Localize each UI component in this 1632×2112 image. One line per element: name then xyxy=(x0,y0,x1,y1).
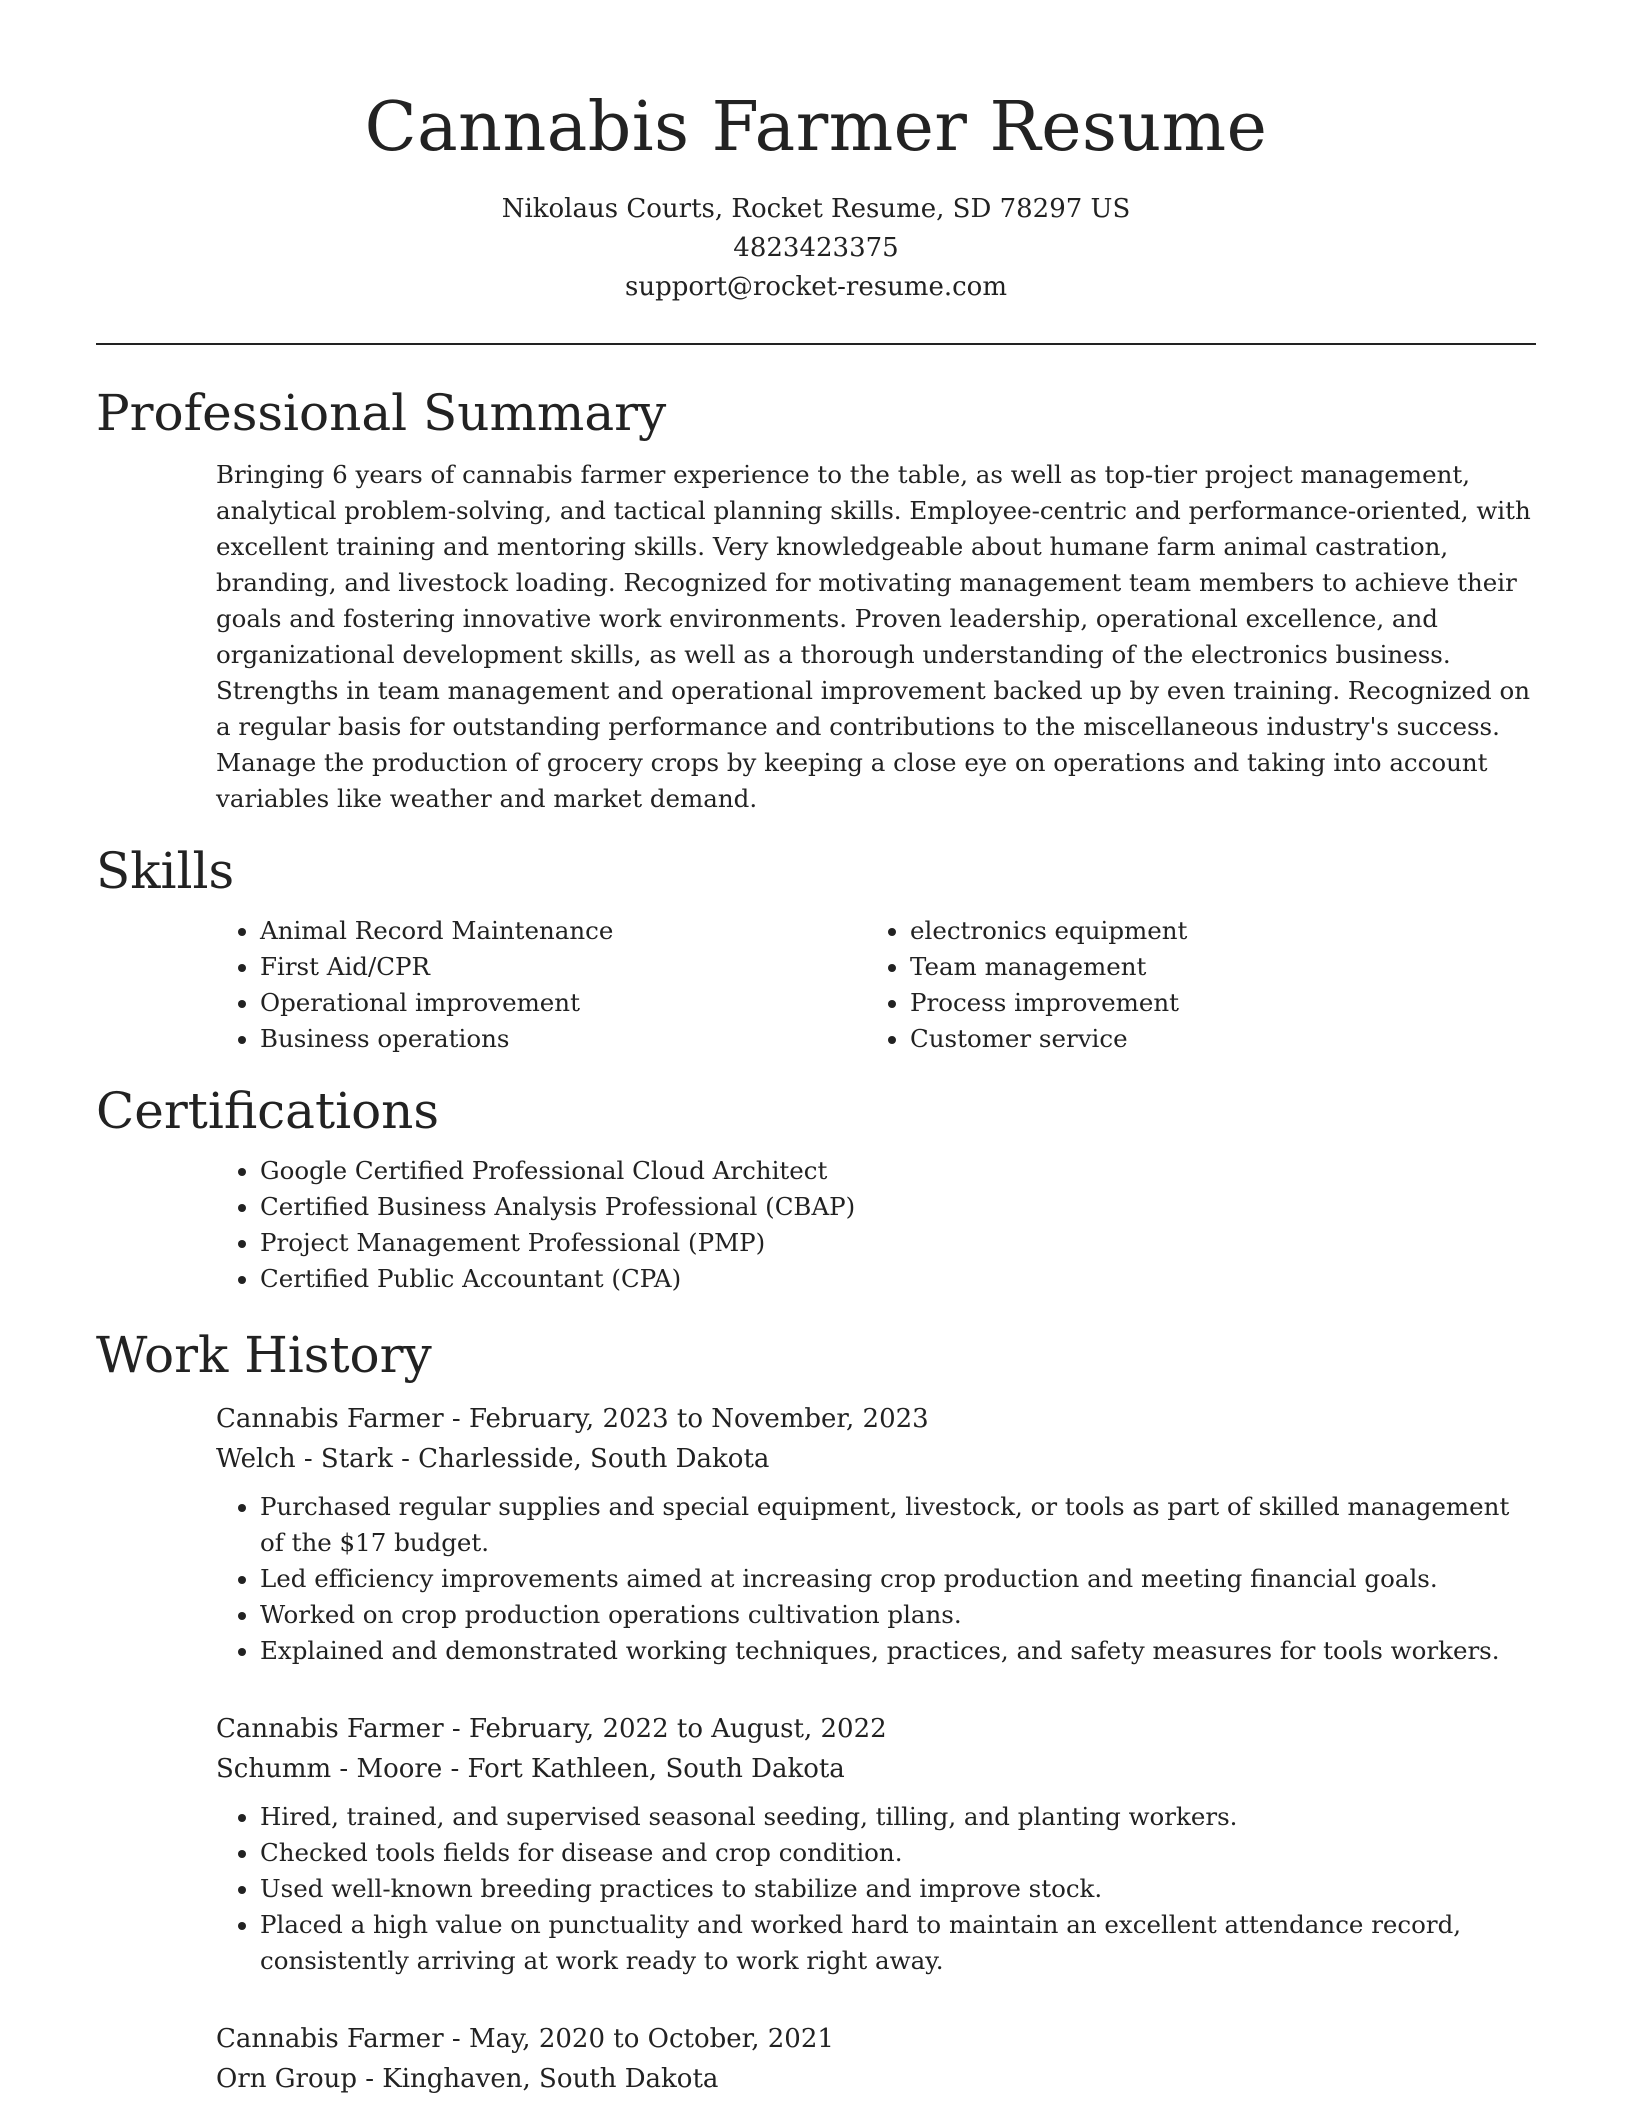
header-divider xyxy=(96,343,1536,345)
job-entry xyxy=(216,2019,1536,2099)
job-bullet: • Used well-known breeding practices to stabilize and improve stock. xyxy=(260,1871,1536,1907)
job-entry xyxy=(216,1399,1536,1669)
skill-item: • Customer service xyxy=(910,1021,1516,1057)
contact-address: Nikolaus Courts, Rocket Resume, SD 78297 US xyxy=(501,194,1131,224)
job-title-line: Cannabis Farmer - May, 2020 to October, 2021 xyxy=(216,2024,834,2054)
contact-phone: 4823423375 xyxy=(733,233,899,263)
skills-heading: Skills xyxy=(96,842,235,900)
skills-list-left xyxy=(216,913,866,1057)
certification-item: • Certified Public Accountant (CPA) xyxy=(260,1261,1536,1297)
contact-block xyxy=(0,190,1632,307)
certifications-heading: Certifications xyxy=(96,1082,440,1140)
job-company-line: Orn Group - Kinghaven, South Dakota xyxy=(216,2064,719,2094)
job-bullets xyxy=(216,1489,1536,1669)
job-bullet: • Led efficiency improvements aimed at increasing crop production and meeting financial goals. xyxy=(260,1561,1536,1597)
skill-item: • Animal Record Maintenance xyxy=(260,913,866,949)
skill-item: • Operational improvement xyxy=(260,985,866,1021)
skills-section xyxy=(96,841,1536,1057)
summary-heading: Professional Summary xyxy=(96,384,667,442)
skill-item: • Business operations xyxy=(260,1021,866,1057)
job-title-line: Cannabis Farmer - February, 2023 to November, 2023 xyxy=(216,1404,929,1434)
job-bullet: • Checked tools fields for disease and crop condition. xyxy=(260,1835,1536,1871)
job-entry xyxy=(216,1709,1536,1979)
skill-item: • Team management xyxy=(910,949,1516,985)
job-bullet: • Placed a high value on punctuality and worked hard to maintain an excellent attendance record, consistently arriving at work ready to work right away. xyxy=(260,1907,1536,1979)
skill-item: • Process improvement xyxy=(910,985,1516,1021)
work-history-heading: Work History xyxy=(96,1326,432,1384)
job-title-line: Cannabis Farmer - February, 2022 to August, 2022 xyxy=(216,1714,887,1744)
job-company-line: Welch - Stark - Charlesside, South Dakota xyxy=(216,1444,770,1474)
skill-item: • electronics equipment xyxy=(910,913,1516,949)
certifications-section xyxy=(96,1081,1536,1297)
job-bullet: • Purchased regular supplies and special equipment, livestock, or tools as part of skilled management of the $17 budget. xyxy=(260,1489,1536,1561)
work-history-section xyxy=(96,1325,1536,2099)
summary-text: Bringing 6 years of cannabis farmer experience to the table, as well as top-tier project management, analytical problem-solving, and tactical planning skills. Employee-centric and performance-oriented, with excellent training and mentoring skills. Very knowledgeable about humane farm animal castration, branding, and livestock loading. Recognized for motivating management team members to achieve their goals and fostering innovative work environments. Proven leadership, operational excellence, and organizational development skills, as well as a thorough understanding of the electronics business. Strengths in team management and operational improvement backed up by even training. Recognized on a regular basis for outstanding performance and contributions to the miscellaneous industry's success. Manage the production of grocery crops by keeping a close eye on operations and taking into account variables like weather and market demand. xyxy=(216,460,1531,813)
resume-header xyxy=(0,0,1632,307)
certification-item: • Project Management Professional (PMP) xyxy=(260,1225,1536,1261)
skills-grid xyxy=(216,913,1536,1057)
job-bullet: • Worked on crop production operations cultivation plans. xyxy=(260,1597,1536,1633)
job-bullets xyxy=(216,1799,1536,1979)
skills-list-right xyxy=(866,913,1516,1057)
certifications-list xyxy=(216,1153,1536,1297)
resume-title: Cannabis Farmer Resume xyxy=(364,88,1268,167)
job-bullet: • Explained and demonstrated working techniques, practices, and safety measures for tools workers. xyxy=(260,1633,1536,1669)
contact-email: support@rocket-resume.com xyxy=(624,272,1007,302)
job-bullet: • Hired, trained, and supervised seasonal seeding, tilling, and planting workers. xyxy=(260,1799,1536,1835)
certification-item: • Certified Business Analysis Professional (CBAP) xyxy=(260,1189,1536,1225)
certifications-list-wrap xyxy=(216,1153,1536,1297)
job-company-line: Schumm - Moore - Fort Kathleen, South Dakota xyxy=(216,1754,845,1784)
summary-section xyxy=(96,383,1536,817)
certification-item: • Google Certified Professional Cloud Architect xyxy=(260,1153,1536,1189)
skill-item: • First Aid/CPR xyxy=(260,949,866,985)
